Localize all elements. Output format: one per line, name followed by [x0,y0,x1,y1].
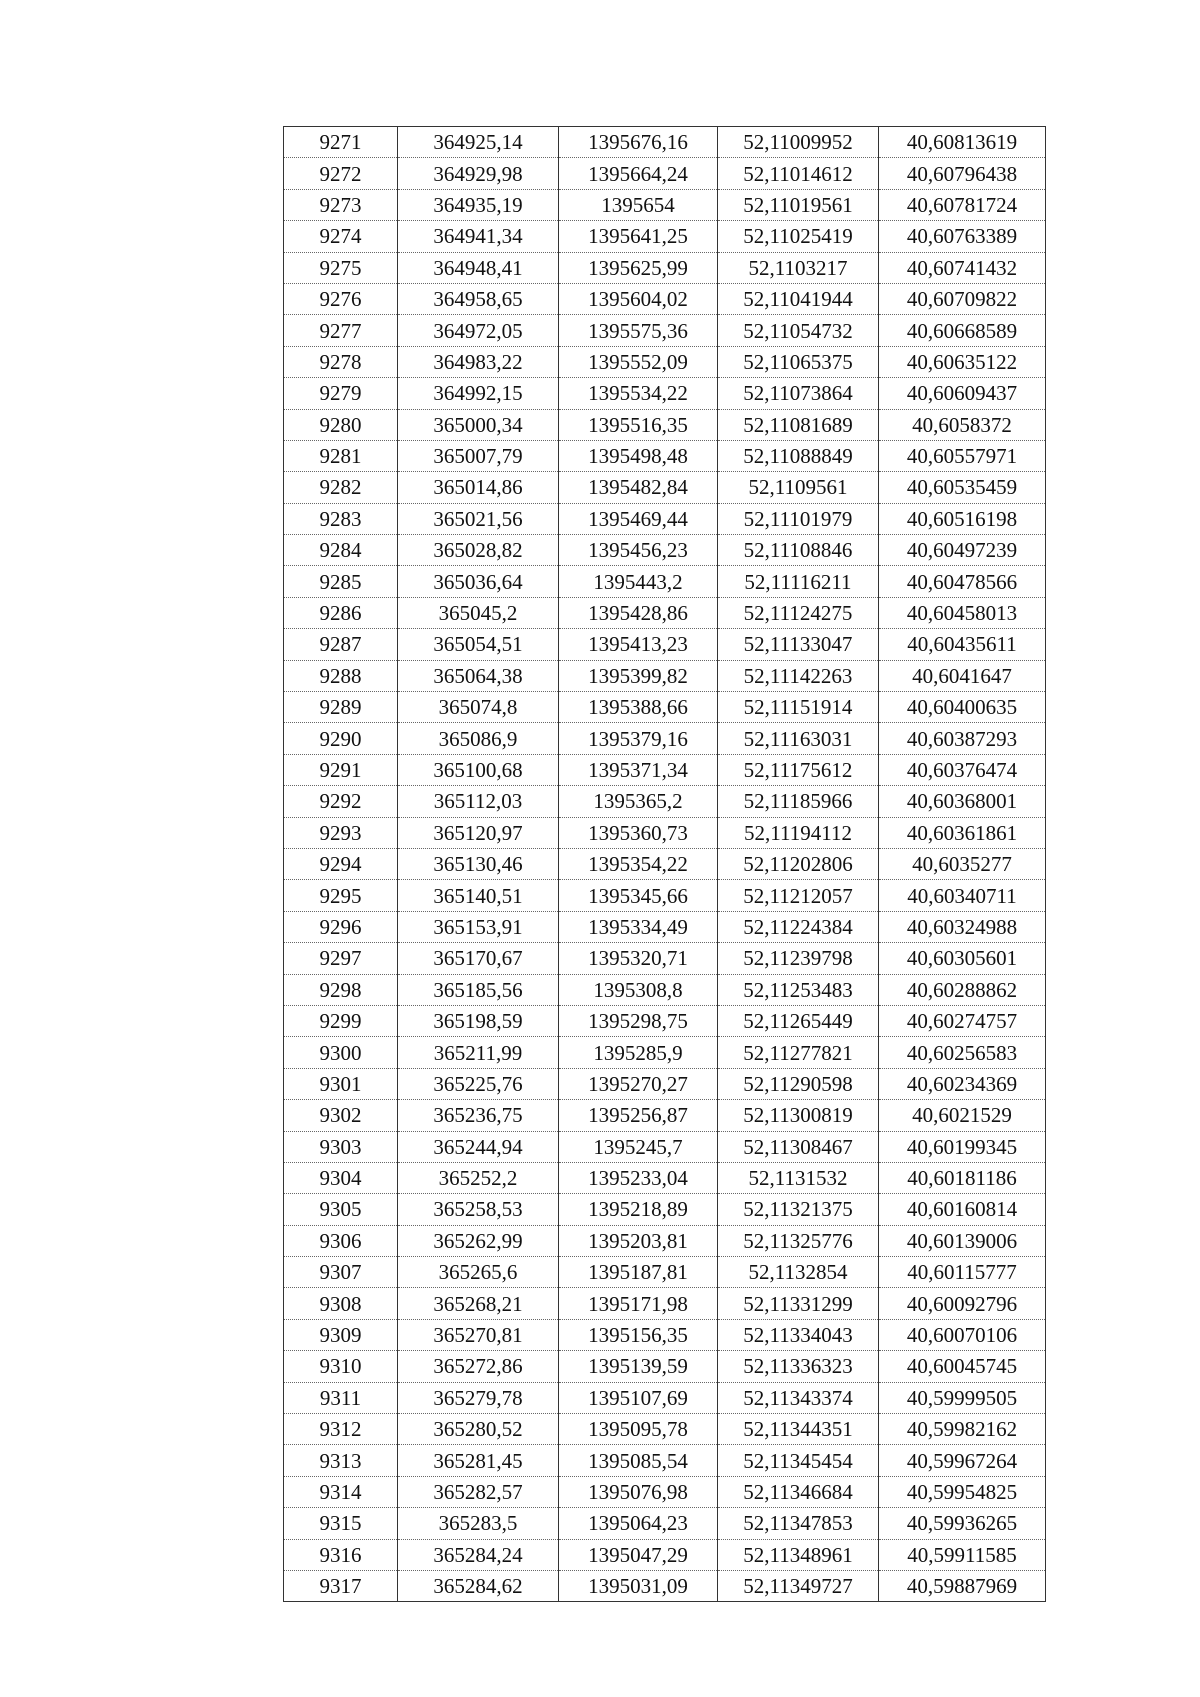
point-number-cell: 9299 [284,1005,398,1036]
latitude-cell: 52,11265449 [718,1005,879,1036]
longitude-cell: 40,60668589 [879,315,1046,346]
longitude-cell: 40,60305601 [879,943,1046,974]
x-coordinate-cell: 365225,76 [398,1068,559,1099]
longitude-cell: 40,60516198 [879,503,1046,534]
table-row [284,1570,1046,1601]
point-number-cell: 9289 [284,692,398,723]
latitude-cell: 52,11124275 [718,597,879,628]
point-number-cell: 9307 [284,1257,398,1288]
y-coordinate-cell: 1395076,98 [559,1476,718,1507]
y-coordinate-cell: 1395270,27 [559,1068,718,1099]
y-coordinate-cell: 1395552,09 [559,346,718,377]
longitude-cell: 40,59999505 [879,1382,1046,1413]
latitude-cell: 52,11344351 [718,1414,879,1445]
point-number-cell: 9282 [284,472,398,503]
x-coordinate-cell: 365281,45 [398,1445,559,1476]
x-coordinate-cell: 365112,03 [398,786,559,817]
longitude-cell: 40,60092796 [879,1288,1046,1319]
x-coordinate-cell: 365282,57 [398,1476,559,1507]
longitude-cell: 40,60234369 [879,1068,1046,1099]
point-number-cell: 9271 [284,127,398,158]
y-coordinate-cell: 1395413,23 [559,629,718,660]
longitude-cell: 40,60781724 [879,189,1046,220]
table-row [284,252,1046,283]
table-row [284,1037,1046,1068]
table-row [284,1005,1046,1036]
y-coordinate-cell: 1395664,24 [559,158,718,189]
table-row [284,503,1046,534]
latitude-cell: 52,11349727 [718,1570,879,1601]
x-coordinate-cell: 365028,82 [398,535,559,566]
x-coordinate-cell: 365014,86 [398,472,559,503]
latitude-cell: 52,11300819 [718,1100,879,1131]
x-coordinate-cell: 364958,65 [398,283,559,314]
point-number-cell: 9297 [284,943,398,974]
table-row [284,692,1046,723]
latitude-cell: 52,11185966 [718,786,879,817]
y-coordinate-cell: 1395575,36 [559,315,718,346]
x-coordinate-cell: 365252,2 [398,1162,559,1193]
table-row [284,1445,1046,1476]
table-row [284,189,1046,220]
table-row [284,1288,1046,1319]
longitude-cell: 40,60070106 [879,1319,1046,1350]
point-number-cell: 9292 [284,786,398,817]
longitude-cell: 40,59936265 [879,1508,1046,1539]
point-number-cell: 9274 [284,221,398,252]
y-coordinate-cell: 1395516,35 [559,409,718,440]
y-coordinate-cell: 1395469,44 [559,503,718,534]
y-coordinate-cell: 1395218,89 [559,1194,718,1225]
x-coordinate-cell: 365054,51 [398,629,559,660]
longitude-cell: 40,60741432 [879,252,1046,283]
x-coordinate-cell: 365283,5 [398,1508,559,1539]
table-row [284,1194,1046,1225]
point-number-cell: 9314 [284,1476,398,1507]
x-coordinate-cell: 365074,8 [398,692,559,723]
x-coordinate-cell: 365280,52 [398,1414,559,1445]
latitude-cell: 52,11081689 [718,409,879,440]
point-number-cell: 9290 [284,723,398,754]
y-coordinate-cell: 1395171,98 [559,1288,718,1319]
table-row [284,1225,1046,1256]
longitude-cell: 40,60199345 [879,1131,1046,1162]
latitude-cell: 52,11202806 [718,848,879,879]
longitude-cell: 40,60376474 [879,754,1046,785]
table-row [284,754,1046,785]
x-coordinate-cell: 365021,56 [398,503,559,534]
latitude-cell: 52,11041944 [718,283,879,314]
latitude-cell: 52,11073864 [718,378,879,409]
y-coordinate-cell: 1395604,02 [559,283,718,314]
y-coordinate-cell: 1395534,22 [559,378,718,409]
table-row [284,221,1046,252]
table-row [284,1539,1046,1570]
x-coordinate-cell: 364972,05 [398,315,559,346]
y-coordinate-cell: 1395443,2 [559,566,718,597]
latitude-cell: 52,11239798 [718,943,879,974]
x-coordinate-cell: 365086,9 [398,723,559,754]
point-number-cell: 9296 [284,911,398,942]
latitude-cell: 52,11224384 [718,911,879,942]
table-row [284,597,1046,628]
y-coordinate-cell: 1395047,29 [559,1539,718,1570]
table-row [284,629,1046,660]
y-coordinate-cell: 1395388,66 [559,692,718,723]
longitude-cell: 40,59982162 [879,1414,1046,1445]
latitude-cell: 52,11308467 [718,1131,879,1162]
longitude-cell: 40,60813619 [879,127,1046,158]
longitude-cell: 40,60115777 [879,1257,1046,1288]
point-number-cell: 9272 [284,158,398,189]
x-coordinate-cell: 365153,91 [398,911,559,942]
coordinates-table [283,126,1046,1602]
x-coordinate-cell: 365120,97 [398,817,559,848]
longitude-cell: 40,60796438 [879,158,1046,189]
latitude-cell: 52,11054732 [718,315,879,346]
point-number-cell: 9277 [284,315,398,346]
table-row [284,974,1046,1005]
point-number-cell: 9281 [284,440,398,471]
table-row [284,378,1046,409]
table-row [284,1131,1046,1162]
table-row [284,723,1046,754]
latitude-cell: 52,11175612 [718,754,879,785]
longitude-cell: 40,60763389 [879,221,1046,252]
table-row [284,127,1046,158]
y-coordinate-cell: 1395308,8 [559,974,718,1005]
x-coordinate-cell: 365236,75 [398,1100,559,1131]
longitude-cell: 40,60635122 [879,346,1046,377]
y-coordinate-cell: 1395187,81 [559,1257,718,1288]
latitude-cell: 52,11133047 [718,629,879,660]
point-number-cell: 9312 [284,1414,398,1445]
longitude-cell: 40,60160814 [879,1194,1046,1225]
point-number-cell: 9295 [284,880,398,911]
longitude-cell: 40,60557971 [879,440,1046,471]
y-coordinate-cell: 1395156,35 [559,1319,718,1350]
table-row [284,1319,1046,1350]
y-coordinate-cell: 1395107,69 [559,1382,718,1413]
latitude-cell: 52,11163031 [718,723,879,754]
longitude-cell: 40,60435611 [879,629,1046,660]
longitude-cell: 40,59967264 [879,1445,1046,1476]
table-row [284,535,1046,566]
table-row [284,1382,1046,1413]
longitude-cell: 40,60368001 [879,786,1046,817]
y-coordinate-cell: 1395334,49 [559,911,718,942]
y-coordinate-cell: 1395095,78 [559,1414,718,1445]
point-number-cell: 9287 [284,629,398,660]
latitude-cell: 52,11321375 [718,1194,879,1225]
point-number-cell: 9309 [284,1319,398,1350]
table-row [284,440,1046,471]
latitude-cell: 52,1132854 [718,1257,879,1288]
latitude-cell: 52,11116211 [718,566,879,597]
x-coordinate-cell: 365000,34 [398,409,559,440]
point-number-cell: 9294 [284,848,398,879]
x-coordinate-cell: 365130,46 [398,848,559,879]
table-row [284,158,1046,189]
point-number-cell: 9310 [284,1351,398,1382]
point-number-cell: 9308 [284,1288,398,1319]
longitude-cell: 40,60478566 [879,566,1046,597]
latitude-cell: 52,11088849 [718,440,879,471]
point-number-cell: 9313 [284,1445,398,1476]
x-coordinate-cell: 364925,14 [398,127,559,158]
y-coordinate-cell: 1395654 [559,189,718,220]
point-number-cell: 9284 [284,535,398,566]
y-coordinate-cell: 1395371,34 [559,754,718,785]
x-coordinate-cell: 365198,59 [398,1005,559,1036]
y-coordinate-cell: 1395641,25 [559,221,718,252]
longitude-cell: 40,6058372 [879,409,1046,440]
y-coordinate-cell: 1395379,16 [559,723,718,754]
point-number-cell: 9302 [284,1100,398,1131]
latitude-cell: 52,11253483 [718,974,879,1005]
y-coordinate-cell: 1395456,23 [559,535,718,566]
y-coordinate-cell: 1395345,66 [559,880,718,911]
y-coordinate-cell: 1395085,54 [559,1445,718,1476]
table-row [284,1351,1046,1382]
latitude-cell: 52,11348961 [718,1539,879,1570]
latitude-cell: 52,11108846 [718,535,879,566]
point-number-cell: 9311 [284,1382,398,1413]
latitude-cell: 52,11346684 [718,1476,879,1507]
y-coordinate-cell: 1395139,59 [559,1351,718,1382]
longitude-cell: 40,60340711 [879,880,1046,911]
point-number-cell: 9280 [284,409,398,440]
x-coordinate-cell: 365284,24 [398,1539,559,1570]
longitude-cell: 40,6035277 [879,848,1046,879]
point-number-cell: 9283 [284,503,398,534]
latitude-cell: 52,11019561 [718,189,879,220]
latitude-cell: 52,11345454 [718,1445,879,1476]
point-number-cell: 9316 [284,1539,398,1570]
table-row [284,1162,1046,1193]
table-row [284,786,1046,817]
x-coordinate-cell: 365170,67 [398,943,559,974]
y-coordinate-cell: 1395360,73 [559,817,718,848]
latitude-cell: 52,11347853 [718,1508,879,1539]
x-coordinate-cell: 365140,51 [398,880,559,911]
x-coordinate-cell: 365064,38 [398,660,559,691]
x-coordinate-cell: 364935,19 [398,189,559,220]
y-coordinate-cell: 1395233,04 [559,1162,718,1193]
point-number-cell: 9276 [284,283,398,314]
latitude-cell: 52,11334043 [718,1319,879,1350]
latitude-cell: 52,11025419 [718,221,879,252]
y-coordinate-cell: 1395482,84 [559,472,718,503]
point-number-cell: 9291 [284,754,398,785]
y-coordinate-cell: 1395245,7 [559,1131,718,1162]
table-row [284,315,1046,346]
x-coordinate-cell: 365284,62 [398,1570,559,1601]
y-coordinate-cell: 1395064,23 [559,1508,718,1539]
point-number-cell: 9298 [284,974,398,1005]
longitude-cell: 40,60361861 [879,817,1046,848]
latitude-cell: 52,11142263 [718,660,879,691]
table-row [284,660,1046,691]
table-row [284,409,1046,440]
x-coordinate-cell: 365268,21 [398,1288,559,1319]
point-number-cell: 9278 [284,346,398,377]
longitude-cell: 40,60256583 [879,1037,1046,1068]
point-number-cell: 9288 [284,660,398,691]
x-coordinate-cell: 365279,78 [398,1382,559,1413]
longitude-cell: 40,60045745 [879,1351,1046,1382]
latitude-cell: 52,1109561 [718,472,879,503]
x-coordinate-cell: 364929,98 [398,158,559,189]
point-number-cell: 9301 [284,1068,398,1099]
table-row [284,1068,1046,1099]
latitude-cell: 52,11325776 [718,1225,879,1256]
table-row [284,1257,1046,1288]
latitude-cell: 52,11336323 [718,1351,879,1382]
y-coordinate-cell: 1395399,82 [559,660,718,691]
longitude-cell: 40,60387293 [879,723,1046,754]
y-coordinate-cell: 1395354,22 [559,848,718,879]
point-number-cell: 9273 [284,189,398,220]
y-coordinate-cell: 1395625,99 [559,252,718,283]
longitude-cell: 40,60139006 [879,1225,1046,1256]
longitude-cell: 40,60288862 [879,974,1046,1005]
x-coordinate-cell: 365272,86 [398,1351,559,1382]
longitude-cell: 40,60609437 [879,378,1046,409]
longitude-cell: 40,60497239 [879,535,1046,566]
table-row [284,943,1046,974]
longitude-cell: 40,60274757 [879,1005,1046,1036]
y-coordinate-cell: 1395428,86 [559,597,718,628]
latitude-cell: 52,11290598 [718,1068,879,1099]
point-number-cell: 9303 [284,1131,398,1162]
point-number-cell: 9317 [284,1570,398,1601]
x-coordinate-cell: 365045,2 [398,597,559,628]
table-row [284,817,1046,848]
x-coordinate-cell: 365007,79 [398,440,559,471]
longitude-cell: 40,60458013 [879,597,1046,628]
y-coordinate-cell: 1395031,09 [559,1570,718,1601]
x-coordinate-cell: 364983,22 [398,346,559,377]
latitude-cell: 52,11212057 [718,880,879,911]
y-coordinate-cell: 1395365,2 [559,786,718,817]
latitude-cell: 52,11151914 [718,692,879,723]
point-number-cell: 9300 [284,1037,398,1068]
latitude-cell: 52,1131532 [718,1162,879,1193]
point-number-cell: 9275 [284,252,398,283]
y-coordinate-cell: 1395285,9 [559,1037,718,1068]
longitude-cell: 40,6021529 [879,1100,1046,1131]
table-row [284,1414,1046,1445]
y-coordinate-cell: 1395298,75 [559,1005,718,1036]
x-coordinate-cell: 364948,41 [398,252,559,283]
point-number-cell: 9304 [284,1162,398,1193]
x-coordinate-cell: 365100,68 [398,754,559,785]
x-coordinate-cell: 364941,34 [398,221,559,252]
point-number-cell: 9286 [284,597,398,628]
y-coordinate-cell: 1395203,81 [559,1225,718,1256]
table-row [284,880,1046,911]
x-coordinate-cell: 365265,6 [398,1257,559,1288]
y-coordinate-cell: 1395256,87 [559,1100,718,1131]
point-number-cell: 9279 [284,378,398,409]
longitude-cell: 40,60400635 [879,692,1046,723]
table-row [284,472,1046,503]
latitude-cell: 52,11014612 [718,158,879,189]
longitude-cell: 40,6041647 [879,660,1046,691]
latitude-cell: 52,11277821 [718,1037,879,1068]
table-row [284,566,1046,597]
table-row [284,848,1046,879]
x-coordinate-cell: 365036,64 [398,566,559,597]
x-coordinate-cell: 365258,53 [398,1194,559,1225]
table-row [284,1476,1046,1507]
point-number-cell: 9285 [284,566,398,597]
y-coordinate-cell: 1395320,71 [559,943,718,974]
longitude-cell: 40,60181186 [879,1162,1046,1193]
table-row [284,283,1046,314]
y-coordinate-cell: 1395676,16 [559,127,718,158]
x-coordinate-cell: 365270,81 [398,1319,559,1350]
x-coordinate-cell: 365262,99 [398,1225,559,1256]
longitude-cell: 40,59911585 [879,1539,1046,1570]
latitude-cell: 52,11331299 [718,1288,879,1319]
latitude-cell: 52,11065375 [718,346,879,377]
point-number-cell: 9305 [284,1194,398,1225]
longitude-cell: 40,59887969 [879,1570,1046,1601]
longitude-cell: 40,59954825 [879,1476,1046,1507]
table-row [284,911,1046,942]
longitude-cell: 40,60324988 [879,911,1046,942]
x-coordinate-cell: 365185,56 [398,974,559,1005]
latitude-cell: 52,11194112 [718,817,879,848]
x-coordinate-cell: 364992,15 [398,378,559,409]
longitude-cell: 40,60535459 [879,472,1046,503]
table-row [284,1100,1046,1131]
latitude-cell: 52,1103217 [718,252,879,283]
latitude-cell: 52,11101979 [718,503,879,534]
longitude-cell: 40,60709822 [879,283,1046,314]
coordinates-table-body [284,127,1046,1602]
x-coordinate-cell: 365211,99 [398,1037,559,1068]
table-row [284,1508,1046,1539]
latitude-cell: 52,11343374 [718,1382,879,1413]
point-number-cell: 9315 [284,1508,398,1539]
x-coordinate-cell: 365244,94 [398,1131,559,1162]
point-number-cell: 9306 [284,1225,398,1256]
y-coordinate-cell: 1395498,48 [559,440,718,471]
table-row [284,346,1046,377]
latitude-cell: 52,11009952 [718,127,879,158]
point-number-cell: 9293 [284,817,398,848]
